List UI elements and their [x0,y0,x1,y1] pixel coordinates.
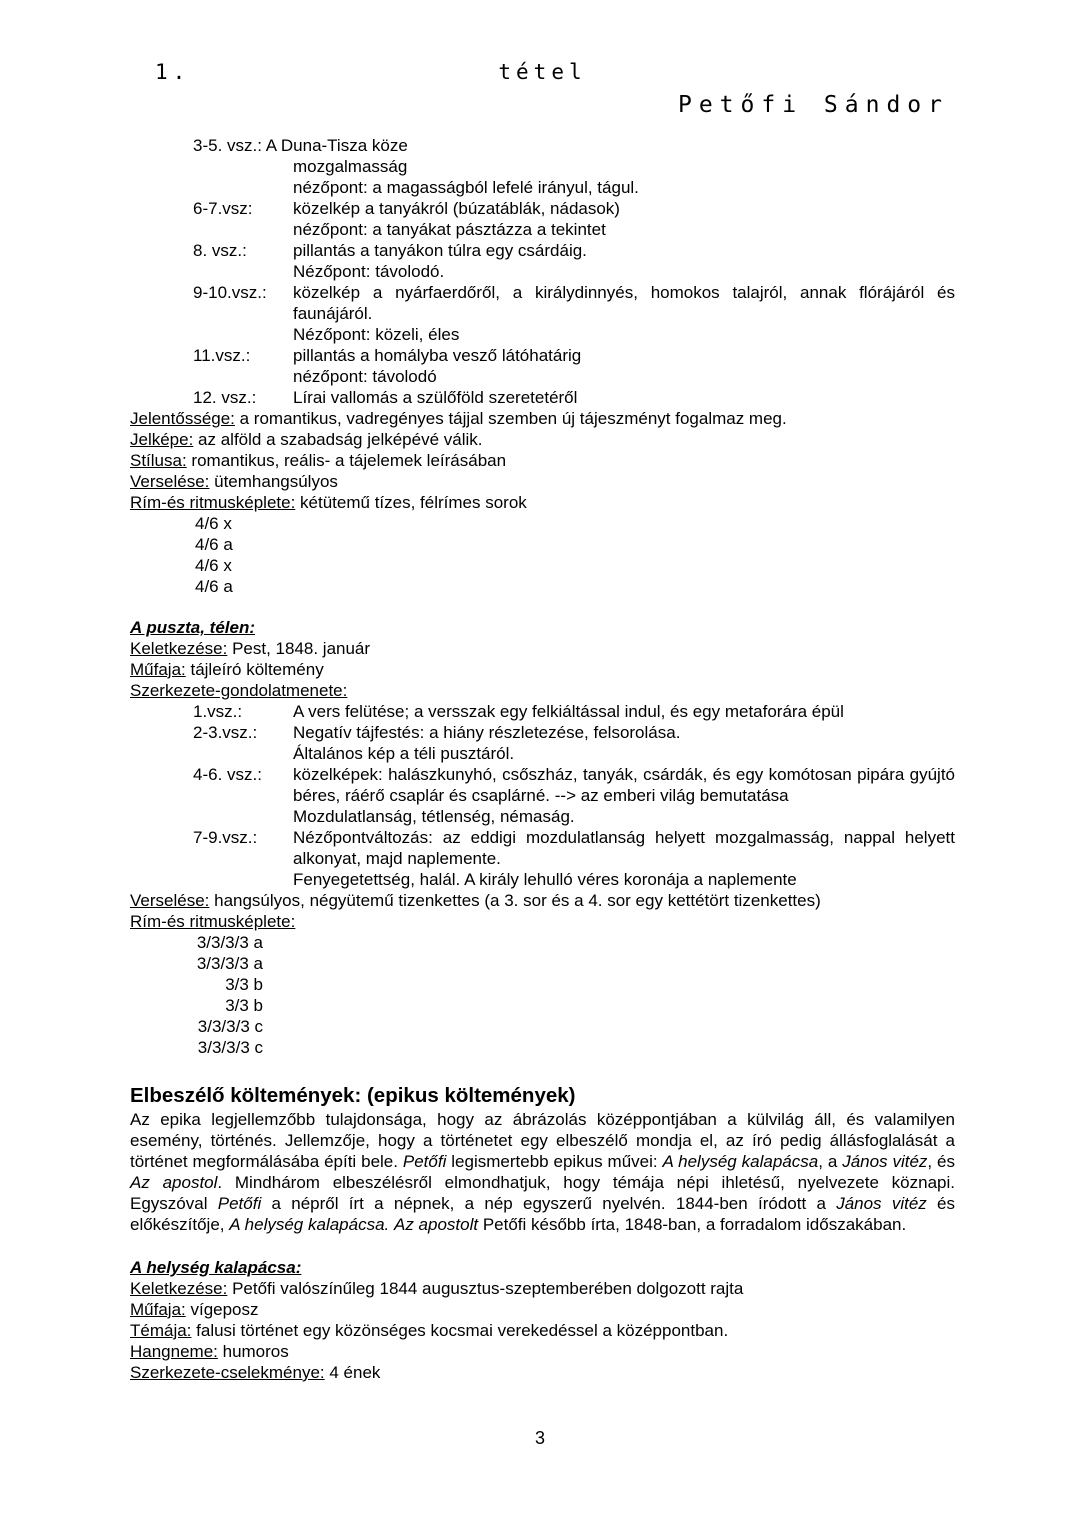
verse-item-content [293,282,955,345]
verse-item-content [293,240,955,282]
property-value: falusi történet egy közönséges kocsmai verekedéssel a középpontban. [191,1321,729,1340]
property-line [130,638,955,659]
rhyme-scheme-line: 4/6 a [195,577,233,596]
work-title-italic: Petőfi [217,1194,262,1213]
verse-label: 11.vsz.: [193,346,251,365]
work-title-italic: Petőfi [402,1152,447,1171]
poem-properties-2 [130,638,955,701]
verse-item-content [293,345,955,387]
verse-text-line: Fenyegetettség, halál. A király lehulló véres koronája a naplemente [293,870,797,889]
verse-item [193,135,955,156]
property-line [130,429,955,450]
verse-text-line: Mozdulatlanság, tétlenség, némaság. [293,807,575,826]
paragraph-text: Petőfi később írta, 1848-ban, a forradalom időszakában. [478,1215,907,1234]
verse-label: 8. vsz.: [193,241,247,260]
paragraph-text: , és [927,1152,956,1171]
verse-text-line: pillantás a homályba vesző látóhatárig [293,346,582,365]
property-line [130,408,955,429]
rhyme-scheme-line: 4/6 x [195,514,232,533]
rhyme-scheme-1 [130,513,955,597]
property-key: Hangneme: [130,1342,218,1361]
property-value: romantikus, reális- a tájelemek leírásában [186,451,507,470]
property-value: vígeposz [185,1300,259,1319]
property-key: Verselése: [130,891,210,910]
verse-item [193,240,955,282]
property-value: Petőfi valószínűleg 1844 augusztus-szeptemberében dolgozott rajta [227,1279,744,1298]
property-key: Szerkezete-gondolatmenete: [130,681,348,700]
property-key: Keletkezése: [130,639,228,658]
rhyme-scheme-line: 4/6 x [195,556,232,575]
verse-text-line: közelkép a nyárfaerdőről, a királydinnyés, homokos talajról, annak flórájáról és faunájáról. [293,283,955,323]
property-line [130,450,955,471]
property-key: Műfaja: [130,660,186,679]
property-line [130,492,955,513]
property-value: hangsúlyos, négyütemű tizenkettes (a 3. sor és a 4. sor egy kettétört tizenkettes) [209,891,821,910]
verse-text-line: Nézőpontváltozás: az eddigi mozdulatlanság helyett mozgalmasság, nappal helyett alkonyat, majd naplemente. [293,828,955,868]
rhyme-scheme-line: 3/3/3/3 a [196,954,263,973]
verse-text-line: nézőpont: a tanyákat pásztázza a tekintet [293,220,606,239]
property-key: Műfaja: [130,1300,186,1319]
verse-item [193,764,955,827]
property-key: Szerkezete-cselekménye: [130,1363,325,1382]
property-value: az alföld a szabadság jelképévé válik. [193,430,483,449]
verse-text-line: Nézőpont: távolodó. [293,262,445,281]
verse-text-line: Általános kép a téli pusztáról. [293,744,515,763]
verse-label: 4-6. vsz.: [193,765,262,784]
property-key: Keletkezése: [130,1279,228,1298]
verse-label: 2-3.vsz.: [193,723,258,742]
document-header [130,58,955,86]
rhyme-scheme-line: 3/3/3/3 c [197,1017,263,1036]
author-name: Petőfi Sándor [677,92,949,118]
paragraph-text: és előkészítője, [130,1194,956,1234]
property-value: ütemhangsúlyos [209,472,338,491]
property-value: tájleíró költemény [185,660,324,679]
property-key: Rím-és ritmusképlete: [130,912,296,931]
work-title-italic: Az apostol [130,1173,218,1192]
property-line [130,680,955,701]
poem-title-a-helyseg-kalapacsa: A helység kalapácsa: [130,1258,302,1277]
property-key: Verselése: [130,472,210,491]
verse-item [193,722,955,764]
poem-properties-2b [130,890,955,932]
verse-label: 6-7.vsz: [193,199,253,218]
verse-item-content [293,387,955,408]
property-line [130,659,955,680]
verse-item [193,701,955,722]
verse-text-line: Nézőpont: közeli, éles [293,325,460,344]
verse-item [193,387,955,408]
verse-item [193,345,955,387]
verse-label: 9-10.vsz.: [193,283,267,302]
property-line [130,890,955,911]
verse-label: 1.vsz.: [193,702,243,721]
property-value: a romantikus, vadregényes tájjal szemben új tájeszményt fogalmaz meg. [234,409,787,428]
page-title: tétel [498,60,587,84]
verse-label: 7-9.vsz.: [193,828,258,847]
rhyme-scheme-2 [130,932,955,1058]
property-line [130,1278,955,1299]
verse-text-line: közelképek: halászkunyhó, csőszház, tanyák, csárdák, és egy komótosan pipára gyújtó béres, ráérő csaplár és csaplárné. --> az emberi világ bemutatása [293,765,955,805]
page-number: 3 [534,1428,545,1448]
property-line [130,1299,955,1320]
poem-properties-3 [130,1278,955,1383]
rhyme-scheme-line: 4/6 a [195,535,233,554]
work-title-italic: A helység kalapácsa. [229,1215,390,1234]
verse-text: A Duna-Tisza köze [261,136,408,155]
paragraph-text: a népről írt a népnek, a nép egyszerű nyelvén. 1844-ben íródott a [261,1194,837,1213]
work-title-italic: János vitéz [842,1152,928,1171]
paragraph-text: legismertebb epikus művei: [446,1152,663,1171]
topic-number: 1. [155,60,191,84]
rhyme-scheme-line: 3/3 b [225,996,263,1015]
verse-item [193,198,955,240]
property-key: Jelképe: [130,430,194,449]
work-title-italic: János vitéz [836,1194,927,1213]
verse-label: 3-5. vsz.: [193,136,262,155]
verse-item-sublines [293,156,955,198]
property-key: Jelentőssége: [130,409,235,428]
verse-item-content [293,722,955,764]
paragraph-text: , a [818,1152,843,1171]
verse-label: 12. vsz.: [193,388,257,407]
epic-paragraph [130,1109,955,1235]
property-value: kétütemű tízes, félrímes sorok [295,493,527,512]
property-line [130,911,955,932]
poem-title-a-puszta-telen: A puszta, télen: [130,618,255,637]
verse-item [193,282,955,345]
verse-text-line: nézőpont: távolodó [293,367,437,386]
rhyme-scheme-line: 3/3 b [225,975,263,994]
property-line [130,1341,955,1362]
verse-text-line: pillantás a tanyákon túlra egy csárdáig. [293,241,587,260]
verse-item-content [293,827,955,890]
paragraph-text: . Mindhárom elbeszélésről elmondhatjuk, hogy témája népi ihletésű, nyelvezete köznapi. Egyszóval [130,1173,955,1213]
property-line [130,471,955,492]
verse-item-content [293,764,955,827]
verse-analysis-list-1 [130,135,955,408]
verse-analysis-list-2 [130,701,955,890]
verse-text-line: Negatív tájfestés: a hiány részletezése, felsorolása. [293,723,681,742]
paragraph-text: Az epika legjellemzőbb tulajdonsága, hogy az ábrázolás középpontjában a külvilág áll, és valamilyen esemény, történés. Jellemzője, hogy a történetet egy elbeszélő mondja el, az író pedig állásfoglalását a történet megformálásába építi bele. [130,1110,955,1171]
verse-text-line: nézőpont: a magasságból lefelé irányul, tágul. [293,178,639,197]
poem-properties-1 [130,408,955,513]
property-line [130,1362,955,1383]
work-title-italic: Az apostolt [394,1215,479,1234]
property-value: humoros [217,1342,289,1361]
verse-text-line: Lírai vallomás a szülőföld szeretetéről [293,388,578,407]
property-value: Pest, 1848. január [227,639,371,658]
verse-text-line: A vers felütése; a versszak egy felkiáltással indul, és egy metaforára épül [293,702,844,721]
section-heading-epic-poems: Elbeszélő költemények: (epikus költemények) [130,1084,576,1107]
verse-text-line: közelkép a tanyákról (búzatáblák, nádasok) [293,199,620,218]
verse-item-content [293,701,955,722]
verse-text-line: mozgalmasság [293,157,408,176]
property-key: Stílusa: [130,451,187,470]
verse-item-content [293,198,955,240]
rhyme-scheme-line: 3/3/3/3 c [197,1038,263,1057]
property-value: 4 ének [324,1363,381,1382]
property-line [130,1320,955,1341]
property-key: Témája: [130,1321,192,1340]
work-title-italic: A helység kalapácsa [662,1152,819,1171]
property-key: Rím-és ritmusképlete: [130,493,296,512]
rhyme-scheme-line: 3/3/3/3 a [196,933,263,952]
verse-item [193,827,955,890]
